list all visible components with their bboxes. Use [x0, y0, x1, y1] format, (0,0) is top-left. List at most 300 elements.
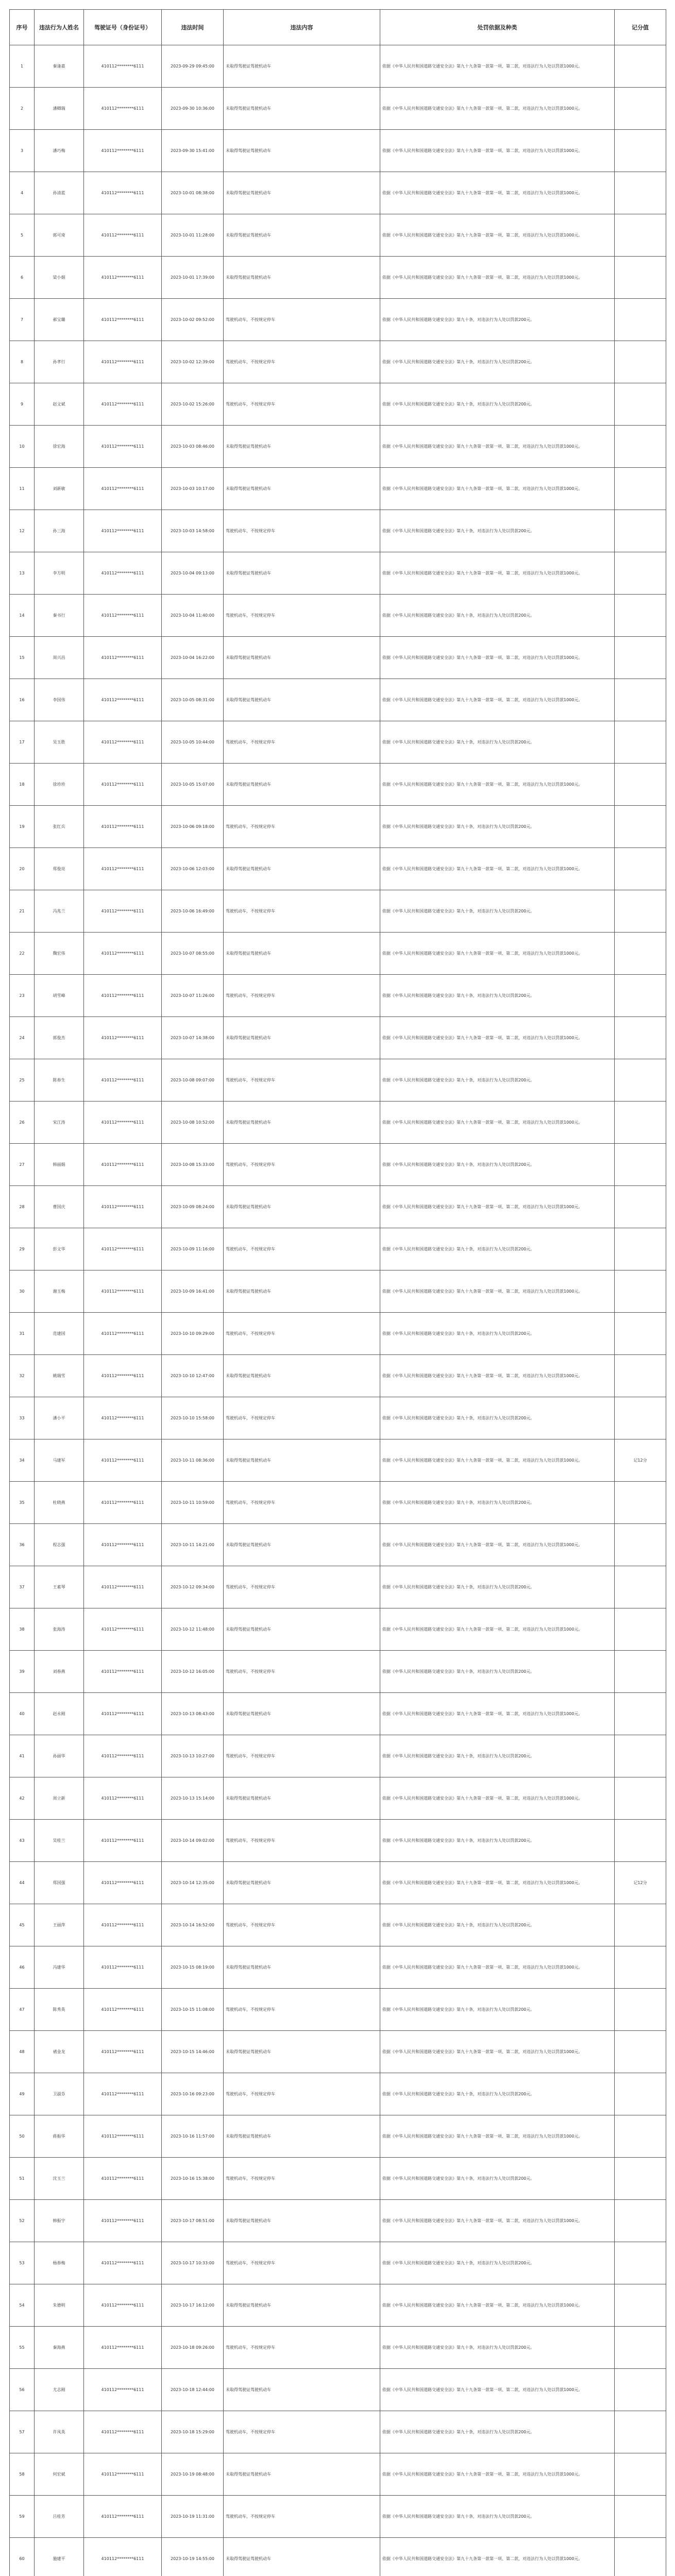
cell-party-name: 陈春生 — [35, 1059, 84, 1101]
header-penalty-basis: 处罚依据及种类 — [380, 10, 615, 45]
cell-seq: 40 — [10, 1693, 35, 1735]
cell-seq: 46 — [10, 1946, 35, 1989]
cell-license-number: 410112********6111 — [84, 1228, 162, 1270]
cell-violation-content: 未取得驾驶证驾驶机动车 — [224, 88, 380, 130]
cell-violation-time: 2023-10-03 14:58:00 — [162, 510, 224, 552]
table-row — [10, 2538, 666, 2576]
cell-license-number: 410112********6111 — [84, 1524, 162, 1566]
table-row — [10, 426, 666, 468]
table-row — [10, 721, 666, 764]
cell-penalty-basis: 依据《中华人民共和国道路交通安全法》第九十九条第一款第一项、第二款，对违法行为人处以罚款1000元。 — [380, 2453, 615, 2496]
cell-license-number: 410112********6111 — [84, 764, 162, 806]
cell-violation-time: 2023-10-15 11:08:00 — [162, 1989, 224, 2031]
table-row — [10, 764, 666, 806]
cell-penalty-basis: 依据《中华人民共和国道路交通安全法》第九十条，对违法行为人处以罚款200元。 — [380, 1313, 615, 1355]
cell-party-name: 谢玉梅 — [35, 1270, 84, 1313]
cell-violation-time: 2023-10-12 09:34:00 — [162, 1566, 224, 1608]
cell-seq: 55 — [10, 2327, 35, 2369]
cell-violation-time: 2023-10-17 08:51:00 — [162, 2200, 224, 2242]
cell-penalty-basis: 依据《中华人民共和国道路交通安全法》第九十九条第一款第一项、第二款，对违法行为人处以罚款1000元。 — [380, 2031, 615, 2073]
cell-violation-time: 2023-10-15 08:19:00 — [162, 1946, 224, 1989]
cell-penalty-basis: 依据《中华人民共和国道路交通安全法》第九十九条第一款第一项、第二款，对违法行为人处以罚款1000元。 — [380, 2369, 615, 2411]
cell-penalty-basis: 依据《中华人民共和国道路交通安全法》第九十九条第一款第一项、第二款，对违法行为人处以罚款1000元。 — [380, 1186, 615, 1228]
cell-violation-content: 未取得驾驶证驾驶机动车 — [224, 637, 380, 679]
cell-violation-content: 驾驶机动车，不按规定停车 — [224, 341, 380, 383]
cell-record-score — [615, 510, 666, 552]
cell-penalty-basis: 依据《中华人民共和国道路交通安全法》第九十九条第一款第一项、第二款，对违法行为人处以罚款1000元。 — [380, 1862, 615, 1904]
table-row — [10, 2158, 666, 2200]
cell-seq: 60 — [10, 2538, 35, 2576]
cell-violation-time: 2023-09-30 15:41:00 — [162, 130, 224, 172]
cell-violation-content: 驾驶机动车，不按规定停车 — [224, 1820, 380, 1862]
cell-license-number: 410112********6111 — [84, 2031, 162, 2073]
cell-record-score — [615, 2453, 666, 2496]
cell-seq: 56 — [10, 2369, 35, 2411]
table-row — [10, 257, 666, 299]
cell-record-score — [615, 1904, 666, 1946]
cell-record-score — [615, 2538, 666, 2576]
cell-violation-time: 2023-10-05 15:07:00 — [162, 764, 224, 806]
cell-record-score — [615, 130, 666, 172]
cell-party-name: 潘小平 — [35, 1397, 84, 1439]
cell-record-score — [615, 2200, 666, 2242]
table-row — [10, 806, 666, 848]
cell-violation-time: 2023-10-01 17:39:00 — [162, 257, 224, 299]
cell-party-name: 郝宝璐 — [35, 299, 84, 341]
cell-violation-time: 2023-10-09 16:41:00 — [162, 1270, 224, 1313]
cell-penalty-basis: 依据《中华人民共和国道路交通安全法》第九十九条第一款第一项、第二款，对违法行为人处以罚款1000元。 — [380, 426, 615, 468]
cell-license-number: 410112********6111 — [84, 299, 162, 341]
cell-violation-content: 未取得驾驶证驾驶机动车 — [224, 1862, 380, 1904]
cell-penalty-basis: 依据《中华人民共和国道路交通安全法》第九十九条第一款第一项、第二款，对违法行为人处以罚款1000元。 — [380, 848, 615, 890]
cell-license-number: 410112********6111 — [84, 2158, 162, 2200]
cell-seq: 16 — [10, 679, 35, 721]
cell-penalty-basis: 依据《中华人民共和国道路交通安全法》第九十条，对违法行为人处以罚款200元。 — [380, 299, 615, 341]
cell-license-number: 410112********6111 — [84, 1566, 162, 1608]
cell-party-name: 徐宏海 — [35, 426, 84, 468]
table-row — [10, 2496, 666, 2538]
cell-penalty-basis: 依据《中华人民共和国道路交通安全法》第九十九条第一款第一项、第二款，对违法行为人处以罚款1000元。 — [380, 468, 615, 510]
cell-record-score — [615, 1059, 666, 1101]
cell-seq: 51 — [10, 2158, 35, 2200]
cell-party-name: 朱德明 — [35, 2284, 84, 2327]
cell-penalty-basis: 依据《中华人民共和国道路交通安全法》第九十九条第一款第一项、第二款，对违法行为人处以罚款1000元。 — [380, 88, 615, 130]
cell-violation-time: 2023-10-03 08:46:00 — [162, 426, 224, 468]
cell-party-name: 杨春梅 — [35, 2242, 84, 2284]
cell-seq: 17 — [10, 721, 35, 764]
cell-party-name: 李国伟 — [35, 679, 84, 721]
cell-record-score — [615, 383, 666, 426]
cell-record-score — [615, 257, 666, 299]
table-row — [10, 975, 666, 1017]
cell-penalty-basis: 依据《中华人民共和国道路交通安全法》第九十条，对违法行为人处以罚款200元。 — [380, 1228, 615, 1270]
cell-violation-time: 2023-10-14 12:35:00 — [162, 1862, 224, 1904]
cell-record-score — [615, 806, 666, 848]
cell-record-score — [615, 1989, 666, 2031]
cell-record-score — [615, 426, 666, 468]
cell-seq: 43 — [10, 1820, 35, 1862]
cell-license-number: 410112********6111 — [84, 1313, 162, 1355]
cell-violation-time: 2023-10-11 14:21:00 — [162, 1524, 224, 1566]
cell-seq: 34 — [10, 1439, 35, 1482]
cell-record-score — [615, 1313, 666, 1355]
table-row — [10, 1059, 666, 1101]
cell-record-score — [615, 172, 666, 214]
table-row — [10, 1439, 666, 1482]
cell-penalty-basis: 依据《中华人民共和国道路交通安全法》第九十条，对违法行为人处以罚款200元。 — [380, 341, 615, 383]
cell-violation-content: 驾驶机动车，不按规定停车 — [224, 1059, 380, 1101]
cell-license-number: 410112********6111 — [84, 1397, 162, 1439]
cell-violation-time: 2023-10-14 16:52:00 — [162, 1904, 224, 1946]
cell-record-score — [615, 2327, 666, 2369]
cell-violation-content: 驾驶机动车，不按规定停车 — [224, 2496, 380, 2538]
cell-license-number: 410112********6111 — [84, 1101, 162, 1144]
table-row — [10, 1397, 666, 1439]
cell-violation-time: 2023-10-05 08:31:00 — [162, 679, 224, 721]
cell-violation-time: 2023-10-16 15:38:00 — [162, 2158, 224, 2200]
cell-violation-content: 驾驶机动车，不按规定停车 — [224, 1313, 380, 1355]
table-row — [10, 1566, 666, 1608]
cell-violation-content: 驾驶机动车，不按规定停车 — [224, 1989, 380, 2031]
cell-license-number: 410112********6111 — [84, 1355, 162, 1397]
cell-license-number: 410112********6111 — [84, 1144, 162, 1186]
cell-party-name: 郭可琦 — [35, 214, 84, 257]
cell-record-score — [615, 45, 666, 88]
cell-violation-content: 驾驶机动车，不按规定停车 — [224, 1482, 380, 1524]
cell-seq: 44 — [10, 1862, 35, 1904]
cell-violation-time: 2023-10-07 14:38:00 — [162, 1017, 224, 1059]
cell-violation-content: 未取得驾驶证驾驶机动车 — [224, 552, 380, 595]
cell-penalty-basis: 依据《中华人民共和国道路交通安全法》第九十条，对违法行为人处以罚款200元。 — [380, 806, 615, 848]
cell-record-score — [615, 2073, 666, 2115]
cell-seq: 20 — [10, 848, 35, 890]
cell-seq: 21 — [10, 890, 35, 933]
cell-penalty-basis: 依据《中华人民共和国道路交通安全法》第九十九条第一款第一项、第二款，对违法行为人处以罚款1000元。 — [380, 172, 615, 214]
table-row — [10, 2073, 666, 2115]
table-row — [10, 2115, 666, 2158]
cell-license-number: 410112********6111 — [84, 1904, 162, 1946]
cell-seq: 32 — [10, 1355, 35, 1397]
cell-violation-content: 未取得驾驶证驾驶机动车 — [224, 214, 380, 257]
cell-party-name: 尤志刚 — [35, 2369, 84, 2411]
cell-violation-content: 驾驶机动车，不按规定停车 — [224, 1735, 380, 1777]
cell-license-number: 410112********6111 — [84, 1482, 162, 1524]
cell-license-number: 410112********6111 — [84, 1186, 162, 1228]
cell-record-score — [615, 721, 666, 764]
table-row — [10, 2242, 666, 2284]
cell-violation-content: 未取得驾驶证驾驶机动车 — [224, 2115, 380, 2158]
cell-seq: 47 — [10, 1989, 35, 2031]
cell-license-number: 410112********6111 — [84, 1651, 162, 1693]
cell-penalty-basis: 依据《中华人民共和国道路交通安全法》第九十条，对违法行为人处以罚款200元。 — [380, 1144, 615, 1186]
cell-seq: 13 — [10, 552, 35, 595]
table-row — [10, 1313, 666, 1355]
cell-violation-content: 驾驶机动车，不按规定停车 — [224, 721, 380, 764]
cell-penalty-basis: 依据《中华人民共和国道路交通安全法》第九十九条第一款第一项、第二款，对违法行为人处以罚款1000元。 — [380, 679, 615, 721]
cell-seq: 37 — [10, 1566, 35, 1608]
cell-license-number: 410112********6111 — [84, 510, 162, 552]
cell-violation-time: 2023-10-14 09:02:00 — [162, 1820, 224, 1862]
cell-record-score — [615, 1270, 666, 1313]
cell-party-name: 吕桂芳 — [35, 2496, 84, 2538]
cell-record-score — [615, 2284, 666, 2327]
cell-license-number: 410112********6111 — [84, 88, 162, 130]
cell-license-number: 410112********6111 — [84, 341, 162, 383]
cell-violation-content: 驾驶机动车，不按规定停车 — [224, 975, 380, 1017]
cell-violation-time: 2023-10-13 15:14:00 — [162, 1777, 224, 1820]
cell-record-score — [615, 1524, 666, 1566]
cell-violation-content: 未取得驾驶证驾驶机动车 — [224, 257, 380, 299]
cell-penalty-basis: 依据《中华人民共和国道路交通安全法》第九十九条第一款第一项、第二款，对违法行为人处以罚款1000元。 — [380, 2115, 615, 2158]
cell-violation-content: 驾驶机动车，不按规定停车 — [224, 2242, 380, 2284]
cell-record-score — [615, 2031, 666, 2073]
cell-violation-content: 未取得驾驶证驾驶机动车 — [224, 130, 380, 172]
table-row — [10, 341, 666, 383]
cell-party-name: 褚金龙 — [35, 2031, 84, 2073]
cell-penalty-basis: 依据《中华人民共和国道路交通安全法》第九十条，对违法行为人处以罚款200元。 — [380, 510, 615, 552]
cell-record-score — [615, 341, 666, 383]
cell-violation-time: 2023-10-03 10:17:00 — [162, 468, 224, 510]
cell-seq: 3 — [10, 130, 35, 172]
cell-violation-time: 2023-10-19 08:48:00 — [162, 2453, 224, 2496]
cell-penalty-basis: 依据《中华人民共和国道路交通安全法》第九十条，对违法行为人处以罚款200元。 — [380, 1989, 615, 2031]
table-row — [10, 2453, 666, 2496]
cell-violation-content: 驾驶机动车，不按规定停车 — [224, 510, 380, 552]
cell-seq: 5 — [10, 214, 35, 257]
cell-seq: 36 — [10, 1524, 35, 1566]
cell-license-number: 410112********6111 — [84, 2284, 162, 2327]
cell-penalty-basis: 依据《中华人民共和国道路交通安全法》第九十九条第一款第一项、第二款，对违法行为人处以罚款1000元。 — [380, 1777, 615, 1820]
cell-violation-time: 2023-10-06 12:03:00 — [162, 848, 224, 890]
cell-party-name: 郭俊杰 — [35, 1017, 84, 1059]
cell-violation-time: 2023-10-10 12:47:00 — [162, 1355, 224, 1397]
cell-violation-time: 2023-09-29 09:45:00 — [162, 45, 224, 88]
cell-penalty-basis: 依据《中华人民共和国道路交通安全法》第九十九条第一款第一项、第二款，对违法行为人处以罚款1000元。 — [380, 1946, 615, 1989]
cell-seq: 10 — [10, 426, 35, 468]
table-row — [10, 1270, 666, 1313]
cell-violation-content: 驾驶机动车，不按规定停车 — [224, 1904, 380, 1946]
table-row — [10, 383, 666, 426]
cell-seq: 38 — [10, 1608, 35, 1651]
cell-penalty-basis: 依据《中华人民共和国道路交通安全法》第九十条，对违法行为人处以罚款200元。 — [380, 890, 615, 933]
cell-penalty-basis: 依据《中华人民共和国道路交通安全法》第九十九条第一款第一项、第二款，对违法行为人处以罚款1000元。 — [380, 1524, 615, 1566]
cell-party-name: 秦书行 — [35, 595, 84, 637]
cell-violation-time: 2023-10-08 10:52:00 — [162, 1101, 224, 1144]
cell-violation-time: 2023-10-19 14:55:00 — [162, 2538, 224, 2576]
table-row — [10, 1228, 666, 1270]
cell-violation-content: 驾驶机动车，不按规定停车 — [224, 2327, 380, 2369]
cell-party-name: 郑国强 — [35, 1862, 84, 1904]
cell-license-number: 410112********6111 — [84, 45, 162, 88]
table-row — [10, 890, 666, 933]
cell-license-number: 410112********6111 — [84, 130, 162, 172]
cell-violation-content: 驾驶机动车，不按规定停车 — [224, 2158, 380, 2200]
cell-seq: 52 — [10, 2200, 35, 2242]
table-row — [10, 1735, 666, 1777]
cell-violation-content: 驾驶机动车，不按规定停车 — [224, 1397, 380, 1439]
table-row — [10, 1777, 666, 1820]
cell-seq: 6 — [10, 257, 35, 299]
cell-penalty-basis: 依据《中华人民共和国道路交通安全法》第九十条，对违法行为人处以罚款200元。 — [380, 2496, 615, 2538]
cell-violation-time: 2023-10-01 11:28:00 — [162, 214, 224, 257]
cell-party-name: 冯兆兰 — [35, 890, 84, 933]
cell-party-name: 施建平 — [35, 2538, 84, 2576]
table-row — [10, 1524, 666, 1566]
cell-seq: 54 — [10, 2284, 35, 2327]
cell-penalty-basis: 依据《中华人民共和国道路交通安全法》第九十九条第一款第一项、第二款，对违法行为人处以罚款1000元。 — [380, 552, 615, 595]
cell-penalty-basis: 依据《中华人民共和国道路交通安全法》第九十条，对违法行为人处以罚款200元。 — [380, 1904, 615, 1946]
cell-record-score — [615, 2496, 666, 2538]
cell-party-name: 徐珍珍 — [35, 764, 84, 806]
cell-record-score — [615, 1693, 666, 1735]
table-row — [10, 1904, 666, 1946]
cell-violation-content: 未取得驾驶证驾驶机动车 — [224, 2284, 380, 2327]
cell-party-name: 王素琴 — [35, 1566, 84, 1608]
cell-penalty-basis: 依据《中华人民共和国道路交通安全法》第九十九条第一款第一项、第二款，对违法行为人处以罚款1000元。 — [380, 1270, 615, 1313]
cell-party-name: 赵文斌 — [35, 383, 84, 426]
cell-violation-content: 未取得驾驶证驾驶机动车 — [224, 2453, 380, 2496]
cell-record-score — [615, 2115, 666, 2158]
cell-party-name: 宋江涛 — [35, 1101, 84, 1144]
cell-violation-content: 未取得驾驶证驾驶机动车 — [224, 2369, 380, 2411]
cell-seq: 1 — [10, 45, 35, 88]
header-seq: 序号 — [10, 10, 35, 45]
cell-violation-content: 未取得驾驶证驾驶机动车 — [224, 2200, 380, 2242]
cell-violation-time: 2023-10-08 09:07:00 — [162, 1059, 224, 1101]
cell-license-number: 410112********6111 — [84, 1693, 162, 1735]
table-row — [10, 1989, 666, 2031]
cell-seq: 31 — [10, 1313, 35, 1355]
cell-violation-time: 2023-10-04 16:22:00 — [162, 637, 224, 679]
cell-violation-time: 2023-10-11 10:59:00 — [162, 1482, 224, 1524]
cell-penalty-basis: 依据《中华人民共和国道路交通安全法》第九十九条第一款第一项、第二款，对违法行为人处以罚款1000元。 — [380, 130, 615, 172]
table-header — [10, 10, 666, 45]
cell-violation-content: 未取得驾驶证驾驶机动车 — [224, 426, 380, 468]
cell-license-number: 410112********6111 — [84, 172, 162, 214]
table-row — [10, 1820, 666, 1862]
cell-penalty-basis: 依据《中华人民共和国道路交通安全法》第九十条，对违法行为人处以罚款200元。 — [380, 1651, 615, 1693]
cell-penalty-basis: 依据《中华人民共和国道路交通安全法》第九十条，对违法行为人处以罚款200元。 — [380, 383, 615, 426]
cell-violation-content: 未取得驾驶证驾驶机动车 — [224, 1608, 380, 1651]
cell-violation-time: 2023-10-17 10:33:00 — [162, 2242, 224, 2284]
cell-record-score — [615, 299, 666, 341]
cell-license-number: 410112********6111 — [84, 383, 162, 426]
table-row — [10, 2031, 666, 2073]
cell-penalty-basis: 依据《中华人民共和国道路交通安全法》第九十条，对违法行为人处以罚款200元。 — [380, 2411, 615, 2453]
cell-penalty-basis: 依据《中华人民共和国道路交通安全法》第九十条，对违法行为人处以罚款200元。 — [380, 2158, 615, 2200]
cell-violation-content: 未取得驾驶证驾驶机动车 — [224, 1017, 380, 1059]
cell-record-score — [615, 1101, 666, 1144]
cell-party-name: 孙清蓝 — [35, 172, 84, 214]
table-row — [10, 88, 666, 130]
cell-record-score: 记12分 — [615, 1862, 666, 1904]
violations-table — [9, 9, 666, 2576]
cell-violation-content: 未取得驾驶证驾驶机动车 — [224, 1524, 380, 1566]
cell-seq: 12 — [10, 510, 35, 552]
cell-seq: 14 — [10, 595, 35, 637]
cell-party-name: 冯建华 — [35, 1946, 84, 1989]
table-row — [10, 1186, 666, 1228]
cell-seq: 30 — [10, 1270, 35, 1313]
cell-license-number: 410112********6111 — [84, 806, 162, 848]
cell-violation-time: 2023-10-02 15:26:00 — [162, 383, 224, 426]
cell-violation-time: 2023-10-18 09:26:00 — [162, 2327, 224, 2369]
cell-penalty-basis: 依据《中华人民共和国道路交通安全法》第九十九条第一款第一项、第二款，对违法行为人处以罚款1000元。 — [380, 2200, 615, 2242]
cell-record-score — [615, 214, 666, 257]
cell-record-score — [615, 1144, 666, 1186]
cell-seq: 50 — [10, 2115, 35, 2158]
cell-violation-time: 2023-10-15 14:46:00 — [162, 2031, 224, 2073]
cell-license-number: 410112********6111 — [84, 1862, 162, 1904]
cell-penalty-basis: 依据《中华人民共和国道路交通安全法》第九十九条第一款第一项、第二款，对违法行为人处以罚款1000元。 — [380, 637, 615, 679]
cell-party-name: 姚瑞雪 — [35, 1355, 84, 1397]
header-party-name: 违法行为人姓名 — [35, 10, 84, 45]
cell-seq: 59 — [10, 2496, 35, 2538]
cell-violation-content: 未取得驾驶证驾驶机动车 — [224, 1693, 380, 1735]
cell-penalty-basis: 依据《中华人民共和国道路交通安全法》第九十条，对违法行为人处以罚款200元。 — [380, 2242, 615, 2284]
cell-record-score — [615, 679, 666, 721]
cell-penalty-basis: 依据《中华人民共和国道路交通安全法》第九十条，对违法行为人处以罚款200元。 — [380, 1735, 615, 1777]
cell-license-number: 410112********6111 — [84, 595, 162, 637]
cell-seq: 53 — [10, 2242, 35, 2284]
table-row — [10, 1355, 666, 1397]
table-body — [10, 45, 666, 2576]
cell-record-score — [615, 1228, 666, 1270]
cell-violation-content: 未取得驾驶证驾驶机动车 — [224, 172, 380, 214]
table-row — [10, 1144, 666, 1186]
cell-violation-time: 2023-10-17 16:12:00 — [162, 2284, 224, 2327]
cell-party-name: 潘巧梅 — [35, 130, 84, 172]
cell-seq: 19 — [10, 806, 35, 848]
cell-party-name: 魏宏伟 — [35, 933, 84, 975]
cell-record-score — [615, 468, 666, 510]
cell-seq: 4 — [10, 172, 35, 214]
cell-party-name: 卫淑芬 — [35, 2073, 84, 2115]
cell-seq: 49 — [10, 2073, 35, 2115]
cell-party-name: 梁小娟 — [35, 257, 84, 299]
header-row — [10, 10, 666, 45]
cell-license-number: 410112********6111 — [84, 2327, 162, 2369]
table-row — [10, 1693, 666, 1735]
cell-violation-content: 未取得驾驶证驾驶机动车 — [224, 1946, 380, 1989]
cell-penalty-basis: 依据《中华人民共和国道路交通安全法》第九十九条第一款第一项、第二款，对违法行为人处以罚款1000元。 — [380, 1693, 615, 1735]
cell-party-name: 韩振宇 — [35, 2200, 84, 2242]
table-row — [10, 214, 666, 257]
cell-penalty-basis: 依据《中华人民共和国道路交通安全法》第九十九条第一款第一项、第二款，对违法行为人处以罚款1000元。 — [380, 2538, 615, 2576]
cell-record-score — [615, 933, 666, 975]
cell-party-name: 张海涛 — [35, 1608, 84, 1651]
cell-license-number: 410112********6111 — [84, 975, 162, 1017]
cell-violation-content: 未取得驾驶证驾驶机动车 — [224, 764, 380, 806]
cell-penalty-basis: 依据《中华人民共和国道路交通安全法》第九十条，对违法行为人处以罚款200元。 — [380, 1566, 615, 1608]
table-row — [10, 2369, 666, 2411]
cell-party-name: 周兴昌 — [35, 637, 84, 679]
cell-license-number: 410112********6111 — [84, 2538, 162, 2576]
cell-license-number: 410112********6111 — [84, 468, 162, 510]
cell-seq: 11 — [10, 468, 35, 510]
cell-violation-content: 驾驶机动车，不按规定停车 — [224, 299, 380, 341]
cell-violation-content: 未取得驾驶证驾驶机动车 — [224, 1355, 380, 1397]
cell-license-number: 410112********6111 — [84, 933, 162, 975]
cell-party-name: 马建军 — [35, 1439, 84, 1482]
cell-seq: 7 — [10, 299, 35, 341]
cell-seq: 2 — [10, 88, 35, 130]
cell-violation-content: 未取得驾驶证驾驶机动车 — [224, 1101, 380, 1144]
cell-violation-time: 2023-10-18 15:29:00 — [162, 2411, 224, 2453]
cell-violation-time: 2023-10-12 11:48:00 — [162, 1608, 224, 1651]
cell-violation-content: 驾驶机动车，不按规定停车 — [224, 2411, 380, 2453]
cell-seq: 57 — [10, 2411, 35, 2453]
